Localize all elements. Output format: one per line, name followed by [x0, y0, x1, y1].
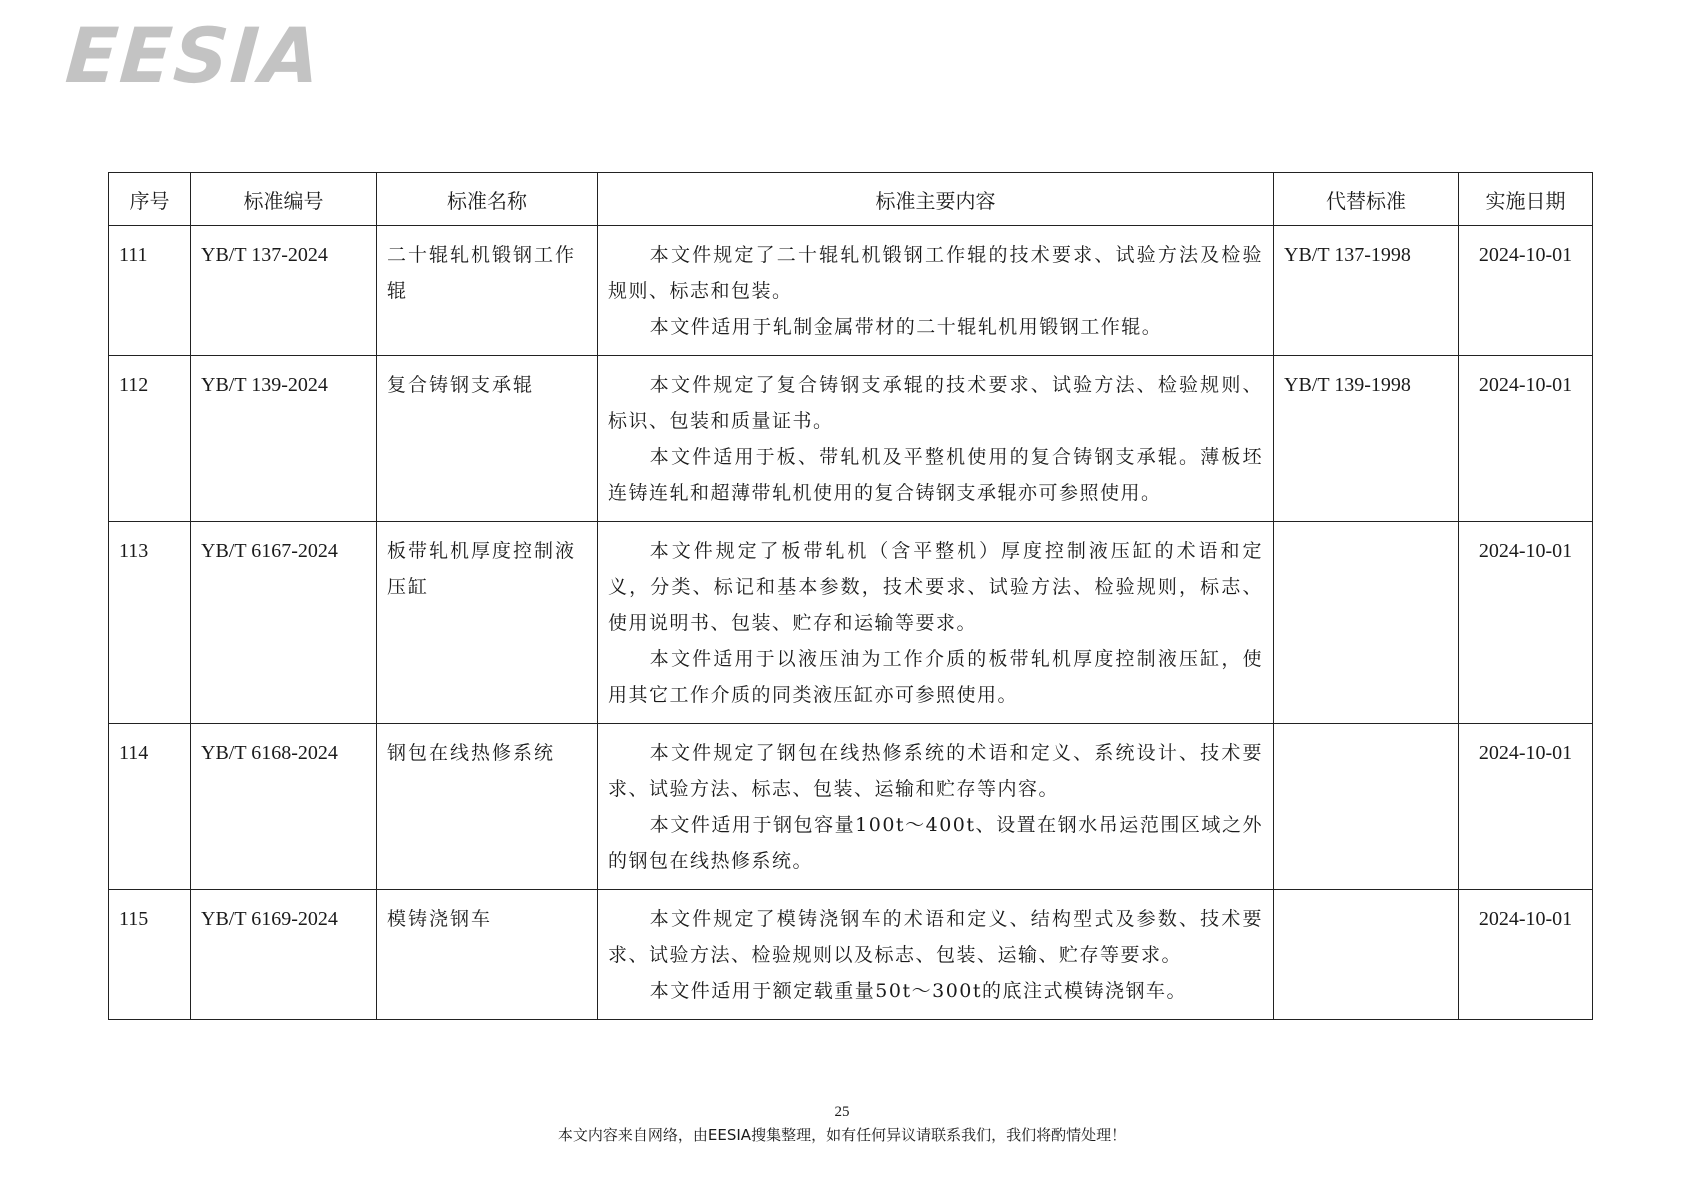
replaced-standard: YB/T 139-1998	[1274, 356, 1459, 522]
replaced-standard: YB/T 137-1998	[1274, 226, 1459, 356]
replaced-standard	[1274, 724, 1459, 890]
header-standard-name: 标准名称	[377, 173, 598, 226]
implementation-date: 2024-10-01	[1459, 522, 1593, 724]
serial-no: 113	[109, 522, 191, 724]
table-row	[109, 226, 1593, 356]
implementation-date: 2024-10-01	[1459, 890, 1593, 1020]
serial-no: 115	[109, 890, 191, 1020]
main-content	[598, 522, 1274, 724]
standard-name: 复合铸钢支承辊	[377, 356, 598, 522]
implementation-date: 2024-10-01	[1459, 356, 1593, 522]
standard-code: YB/T 6168-2024	[191, 724, 377, 890]
content-paragraph: 本文件规定了板带轧机（含平整机）厚度控制液压缸的术语和定义，分类、标记和基本参数，技术要求、试验方法、检验规则，标志、使用说明书、包装、贮存和运输等要求。	[608, 540, 1263, 634]
header-standard-code: 标准编号	[191, 173, 377, 226]
header-implementation-date: 实施日期	[1459, 173, 1593, 226]
implementation-date: 2024-10-01	[1459, 226, 1593, 356]
serial-no: 111	[109, 226, 191, 356]
serial-no: 114	[109, 724, 191, 890]
main-content	[598, 356, 1274, 522]
content-paragraph: 本文件规定了模铸浇钢车的术语和定义、结构型式及参数、技术要求、试验方法、检验规则以及标志、包装、运输、贮存等要求。	[608, 908, 1263, 966]
main-content	[598, 226, 1274, 356]
header-replaced-standard: 代替标准	[1274, 173, 1459, 226]
standard-code: YB/T 139-2024	[191, 356, 377, 522]
table-header-row	[109, 173, 1593, 226]
content-paragraph: 本文件规定了复合铸钢支承辊的技术要求、试验方法、检验规则、标识、包装和质量证书。	[608, 374, 1263, 432]
header-main-content: 标准主要内容	[598, 173, 1274, 226]
content-paragraph: 本文件适用于以液压油为工作介质的板带轧机厚度控制液压缸，使用其它工作介质的同类液压缸亦可参照使用。	[608, 648, 1263, 706]
content-paragraph: 本文件适用于轧制金属带材的二十辊轧机用锻钢工作辊。	[649, 316, 1163, 338]
standard-code: YB/T 6169-2024	[191, 890, 377, 1020]
table-row	[109, 522, 1593, 724]
replaced-standard	[1274, 890, 1459, 1020]
replaced-standard	[1274, 522, 1459, 724]
standard-name: 二十辊轧机锻钢工作辊	[377, 226, 598, 356]
content-paragraph: 本文件适用于钢包容量100t～400t、设置在钢水吊运范围区域之外的钢包在线热修系统。	[608, 814, 1263, 872]
table-row	[109, 356, 1593, 522]
table-row	[109, 890, 1593, 1020]
main-content	[598, 890, 1274, 1020]
footer-disclaimer: 本文内容来自网络，由EESIA搜集整理，如有任何异议请联系我们，我们将酌情处理！	[557, 1126, 1127, 1144]
standard-name: 板带轧机厚度控制液压缸	[377, 522, 598, 724]
content-paragraph: 本文件适用于板、带轧机及平整机使用的复合铸钢支承辊。薄板坯连铸连轧和超薄带轧机使用的复合铸钢支承辊亦可参照使用。	[608, 446, 1263, 504]
content-paragraph: 本文件规定了钢包在线热修系统的术语和定义、系统设计、技术要求、试验方法、标志、包装、运输和贮存等内容。	[608, 742, 1263, 800]
standard-name: 模铸浇钢车	[377, 890, 598, 1020]
page-number: 25	[834, 1104, 850, 1120]
header-serial-no: 序号	[109, 173, 191, 226]
table-row	[109, 724, 1593, 890]
standard-name: 钢包在线热修系统	[377, 724, 598, 890]
content-paragraph: 本文件规定了二十辊轧机锻钢工作辊的技术要求、试验方法及检验规则、标志和包装。	[608, 244, 1263, 302]
main-content	[598, 724, 1274, 890]
serial-no: 112	[109, 356, 191, 522]
standard-code: YB/T 137-2024	[191, 226, 377, 356]
eesia-logo: EESIA	[62, 11, 325, 100]
standards-table	[108, 172, 1593, 1020]
standard-code: YB/T 6167-2024	[191, 522, 377, 724]
content-paragraph: 本文件适用于额定载重量50t～300t的底注式模铸浇钢车。	[649, 980, 1188, 1002]
implementation-date: 2024-10-01	[1459, 724, 1593, 890]
